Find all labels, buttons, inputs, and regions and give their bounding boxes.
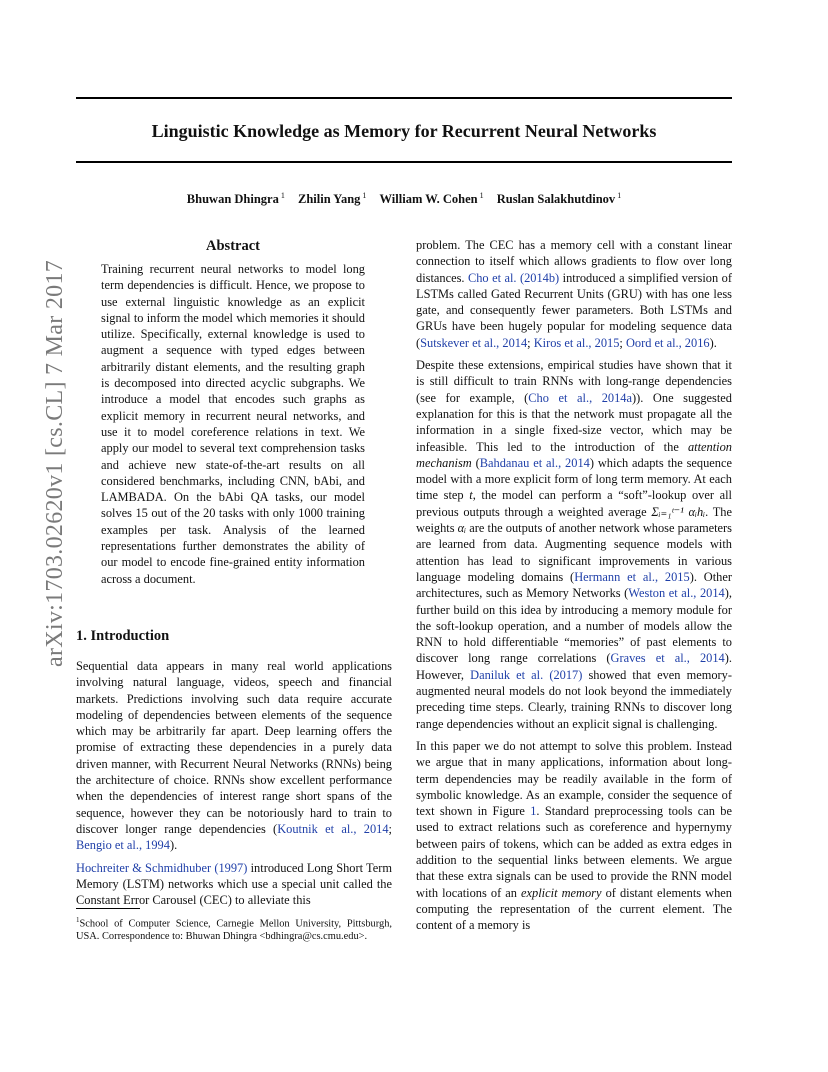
citation-link[interactable]: Hermann et al., 2015 [574,569,690,584]
footnote-mark: 1 [76,916,80,924]
math-formula: Σᵢ₌₁ᵗ⁻¹ αᵢhᵢ [651,504,706,519]
figure-link[interactable]: 1 [530,804,537,819]
paragraph: Hochreiter & Schmidhuber (1997) introduced Long Short Term Memory (LSTM) networks which use a special unit called the Constant Error Carousel (CEC) to alleviate this [76,860,393,908]
citation-link[interactable]: Graves et al., 2014 [610,651,725,666]
footnote-rule [76,908,140,909]
emphasis: attention mechanism [416,439,732,470]
paragraph: problem. The CEC has a memory cell with a constant linear connection to itself which allows gradients to flow over long distances. Cho et al. (2014b) introduced a simplified version of LSTMs called Gated Recurrent Units (GRU) with has one less gate, and consequently fewer parameters. Both LSTMs and GRUs have been hugely popular for modeling sequence data (Sutskever et al., 2014; Kiros et al., 2015; Oord et al., 2016). [416,238,732,350]
abstract-section [101,237,365,587]
title-rule-bottom [76,161,732,163]
citation-link[interactable]: Bengio et al., 1994 [76,838,170,853]
citation-link[interactable]: Sutskever et al., 2014 [420,335,528,350]
paragraph: In this paper we do not attempt to solve this problem. Instead we argue that in many applications, information about long-term dependencies may be readily available in the form of symbolic knowledge. As an example, consider the sequence of text shown in Figure 1. Standard preprocessing tools can be used to extract relations such as coreference and hypernymy between pairs of tokens, which can be added as extra edges in addition to the sequential links between elements. We argue that these extra signals can be used to provide the RNN model with locations of an explicit memory of distant elements when computing the representation of the current element. The content of a memory is [416,738,732,933]
author: Ruslan Salakhutdinov $^1$ [496,191,622,206]
arxiv-identifier: arXiv:1703.02620v1 [cs.CL] 7 Mar 2017 [42,259,68,667]
author: Zhilin Yang $^1$ [297,191,367,206]
citation-link[interactable]: Kiros et al., 2015 [533,335,620,350]
author: Bhuwan Dhingra $^1$ [186,191,285,206]
math-variable: αᵢ [457,521,467,536]
emphasis: explicit memory [521,885,602,900]
paragraph: Despite these extensions, empirical studies have shown that it is still difficult to train RNNs with long-range dependencies (see for example, (Cho et al., 2014a)). One suggested explanation for this is that the network must propagate all the information in a single fixed-size vector, which may be infeasible. This led to the introduction of the attention mechanism (Bahdanau et al., 2014) which adapts the sequence model with a more explicit form of long term memory. At each time step t, the model can perform a “soft”-lookup over all previous outputs through a weighted average Σᵢ₌₁ᵗ⁻¹ αᵢhᵢ. The weights αᵢ are the outputs of another network whose parameters are learned from data. Augmenting sequence models with attention has lead to significant improvements in various language modeling domains (Hermann et al., 2015). Other architectures, such as Memory Networks (Weston et al., 2014), further build on this idea by introducing a memory module for the soft-lookup operation, and a number of models allow the RNN to hold differentiable “memories” of past elements to discover long range correlations (Graves et al., 2014). However, Daniluk et al. (2017) showed that even memory-augmented neural models do not look beyond the immediately preceding time steps. Clearly, training RNNs to discover long range dependencies without an explicit signal is challenging. [416,358,733,731]
paragraph: Sequential data appears in many real world applications involving natural language, videos, speech and financial markets. Predictions involving such data require accurate modeling of dependencies between elements of the sequence which may be arbitrarily far apart. Deep learning offers the promise of extracting these dependencies in a purely data driven manner, with Recurrent Neural Networks (RNNs) being the architecture of choice. RNNs show excellent performance when the dependencies of interest range short spans of the sequence, however they can be notoriously hard to train to discover longer range dependencies (Koutnik et al., 2014; Bengio et al., 1994). [76,659,392,853]
section-heading: 1. Introduction [76,628,170,644]
citation-link[interactable]: Cho et al. (2014b) [467,270,560,285]
footnote-text: School of Computer Science, Carnegie Mellon University, Pittsburgh, USA. Correspondence to: Bhuwan Dhingra <bdhingra@cs.cmu.edu>. [76,918,392,943]
citation-link[interactable]: Weston et al., 2014 [628,586,725,601]
introduction-section [76,627,392,914]
citation-link[interactable]: Koutnik et al., 2014 [277,821,389,836]
abstract-text: Training recurrent neural networks to model long term dependencies is difficult. Hence, we propose to use external linguistic knowledge as an explicit signal to inform the model which memories it should utilize. Specifically, external knowledge is used to augment a sequence with typed edges between arbitrarily distant elements, and the resulting graph is decomposed into directed acyclic subgraphs. We introduce a model that encodes such graphs as explicit memory in recurrent neural networks, and use it to model coreference relations in text. We apply our model to several text comprehension tasks and achieve new state-of-the-art results on all considered benchmarks, including CNN, bAbi, and LAMBADA. On the bAbi QA tasks, our model solves 15 out of the 20 tasks with only 1000 training examples per task. Analysis of the learned representations further demonstrates the ability of our model to encode fine-grained entity information across a document. [101,262,365,586]
citation-link[interactable]: Daniluk et al. (2017) [470,667,583,682]
author-list [76,191,732,207]
citation-link[interactable]: Oord et al., 2016 [625,335,710,350]
math-variable: t [469,488,473,503]
citation-link[interactable]: Hochreiter & Schmidhuber (1997) [76,860,248,875]
footnote [76,908,392,943]
title-rule-top [76,97,732,99]
right-column [416,237,732,939]
paper-title: Linguistic Knowledge as Memory for Recurrent Neural Networks [151,121,657,141]
citation-link[interactable]: Cho et al., 2014a [528,390,633,405]
author: William W. Cohen $^1$ [379,191,484,206]
citation-link[interactable]: Bahdanau et al., 2014 [479,455,590,470]
abstract-heading: Abstract [206,238,260,254]
